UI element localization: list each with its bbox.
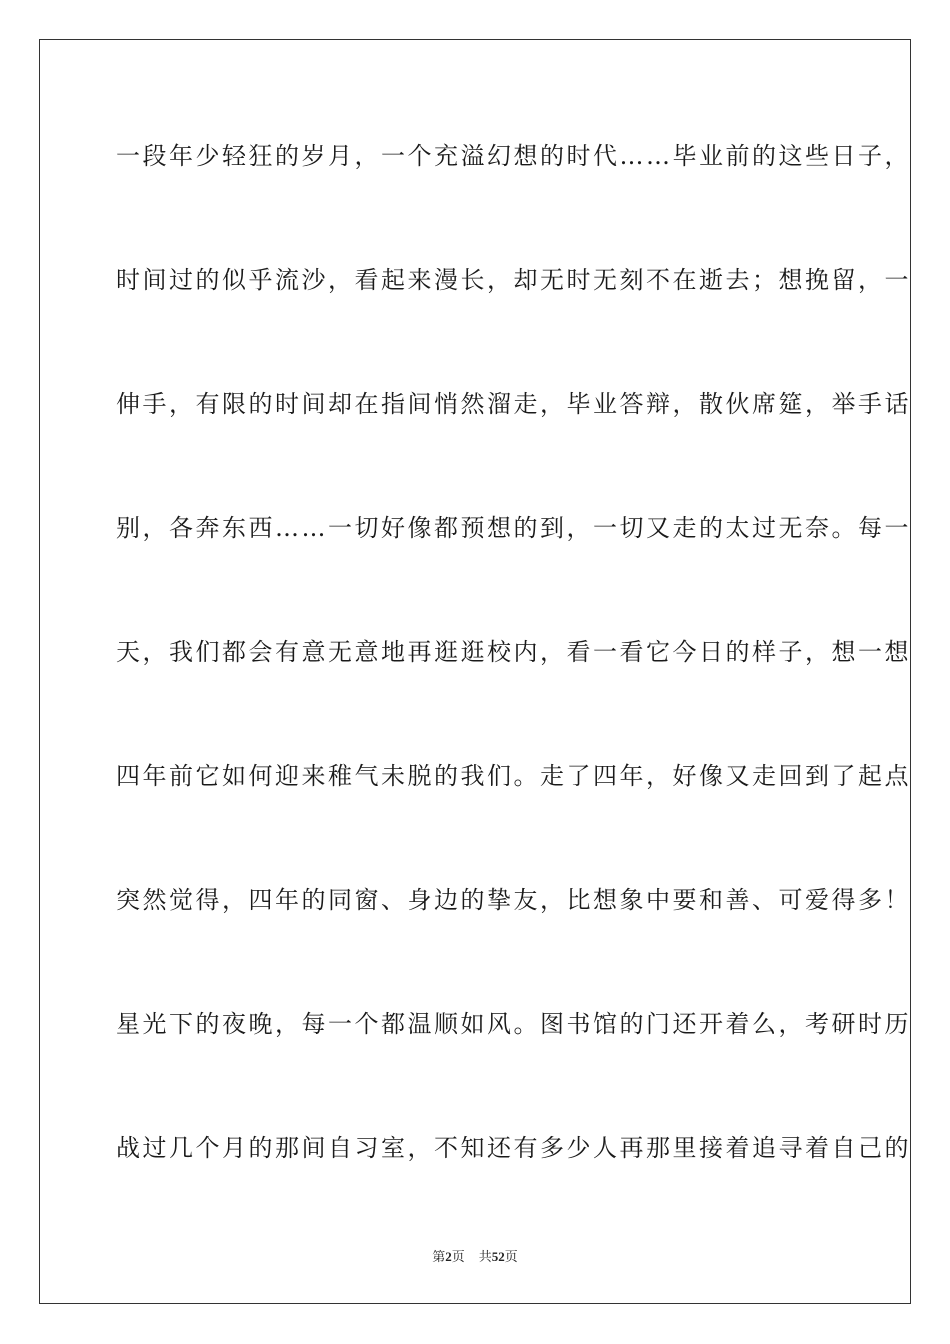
total-pages: 52 xyxy=(491,1249,505,1264)
page-footer xyxy=(0,1246,950,1265)
page-prefix: 第 xyxy=(432,1249,446,1264)
total-suffix: 页 xyxy=(504,1249,518,1264)
page-number: 2 xyxy=(445,1249,452,1264)
text-line: 伸手，有限的时间却在指间悄然溜走，毕业答辩，散伙席筵，举手话 xyxy=(116,390,911,418)
document-body xyxy=(116,125,911,1241)
text-line: 四年前它如何迎来稚气未脱的我们。走了四年，好像又走回到了起点 xyxy=(116,762,911,790)
text-line: 一段年少轻狂的岁月，一个充溢幻想的时代……毕业前的这些日子， xyxy=(116,142,911,170)
text-line: 星光下的夜晚，每一个都温顺如风。图书馆的门还开着么，考研时历 xyxy=(116,1010,911,1038)
page-suffix: 页 xyxy=(451,1249,465,1264)
text-line: 别，各奔东西……一切好像都预想的到，一切又走的太过无奈。每一 xyxy=(116,514,911,542)
text-line: 天，我们都会有意无意地再逛逛校内，看一看它今日的样子，想一想 xyxy=(116,638,911,666)
text-line: 时间过的似乎流沙，看起来漫长，却无时无刻不在逝去；想挽留，一 xyxy=(116,266,911,294)
text-line: 战过几个月的那间自习室，不知还有多少人再那里接着追寻着自己的 xyxy=(116,1134,911,1162)
total-prefix: 共 xyxy=(478,1249,492,1264)
text-line: 突然觉得，四年的同窗、身边的挚友，比想象中要和善、可爱得多！ xyxy=(116,886,911,914)
